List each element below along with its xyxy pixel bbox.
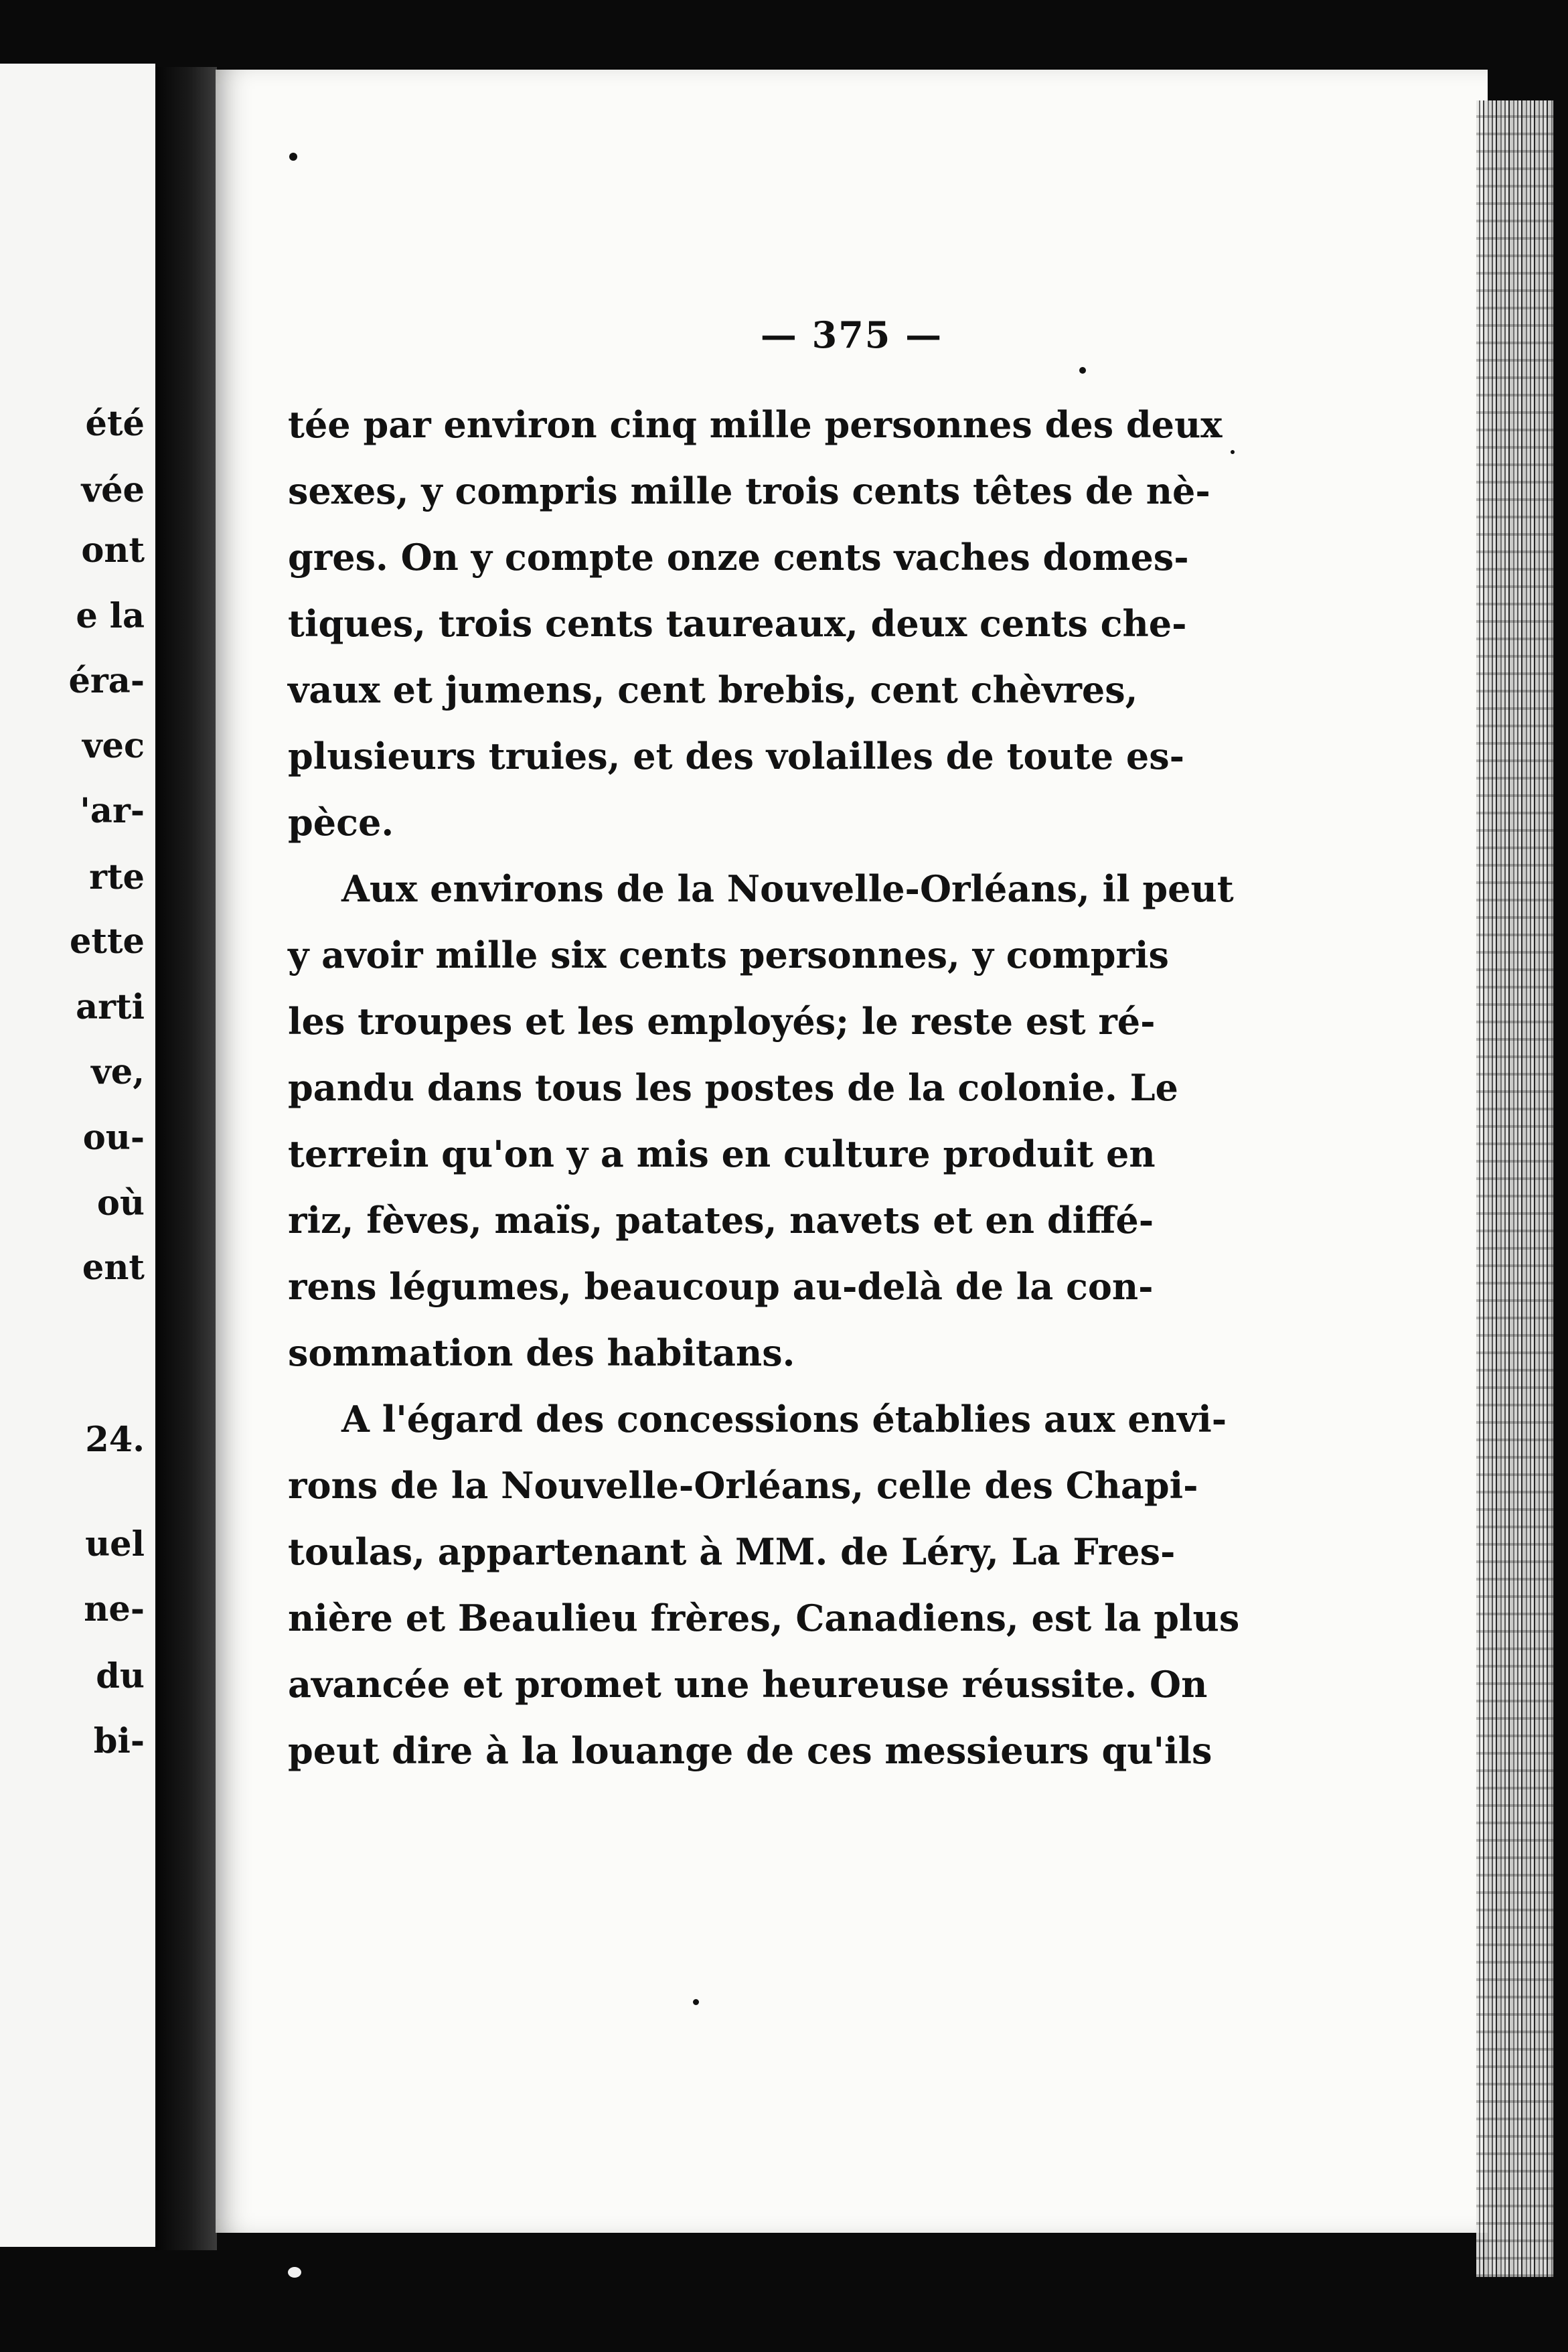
facing-page-line: du xyxy=(96,1656,145,1696)
page-number: — 375 — xyxy=(760,313,943,356)
print-speck xyxy=(1079,367,1086,374)
text-line: vaux et jumens, cent brebis, cent chèvres, xyxy=(288,668,1138,711)
facing-page-line: ette xyxy=(69,922,145,962)
facing-page-line: ne- xyxy=(84,1589,145,1629)
print-speck xyxy=(693,1999,699,2005)
print-speck xyxy=(1231,450,1235,454)
print-speck xyxy=(289,153,297,161)
text-line: avancée et promet une heureuse réussite. On xyxy=(288,1663,1208,1706)
facing-page-line: 24. xyxy=(85,1420,145,1460)
text-line: toulas, appartenant à MM. de Léry, La Fres- xyxy=(288,1530,1176,1573)
book-gutter xyxy=(155,67,217,2250)
facing-page-line: arti xyxy=(76,987,145,1027)
paragraph xyxy=(288,1386,1240,1784)
text-line: terrein qu'on y a mis en culture produit en xyxy=(288,1132,1156,1175)
text-line: y avoir mille six cents personnes, y compris xyxy=(288,934,1169,976)
facing-page-line: 'ar- xyxy=(80,791,145,831)
facing-page-line: e la xyxy=(76,596,145,636)
page-body xyxy=(288,392,1240,1784)
facing-page-line: ent xyxy=(82,1248,145,1288)
text-line: riz, fèves, maïs, patates, navets et en diffé- xyxy=(288,1199,1154,1242)
print-speck xyxy=(288,2267,301,2278)
facing-page-line: ou- xyxy=(82,1118,145,1158)
text-line: rons de la Nouvelle-Orléans, celle des Chapi- xyxy=(288,1464,1198,1507)
text-line: pèce. xyxy=(288,801,394,844)
page-edges xyxy=(1476,100,1553,2277)
facing-page-line: rte xyxy=(89,857,145,897)
facing-page-line: vée xyxy=(81,470,145,510)
facing-page-line: bi- xyxy=(93,1721,145,1761)
facing-page-line: été xyxy=(85,404,145,444)
facing-page-line: où xyxy=(96,1183,145,1224)
text-line: pandu dans tous les postes de la colonie. Le xyxy=(288,1066,1178,1109)
text-line: tiques, trois cents taureaux, deux cents che- xyxy=(288,602,1187,645)
paragraph xyxy=(288,856,1234,1386)
text-line: nière et Beaulieu frères, Canadiens, est la plus xyxy=(288,1597,1240,1639)
text-line: rens légumes, beaucoup au-delà de la con- xyxy=(288,1265,1154,1308)
facing-page-line: ve, xyxy=(91,1052,145,1092)
text-line: A l'égard des concessions établies aux envi- xyxy=(341,1398,1227,1441)
paragraph xyxy=(288,392,1223,856)
text-line: Aux environs de la Nouvelle-Orléans, il peut xyxy=(341,867,1234,910)
text-line: sommation des habitans. xyxy=(288,1331,795,1374)
facing-page-line: éra- xyxy=(68,661,145,701)
text-line: tée par environ cinq mille personnes des deux xyxy=(288,403,1223,446)
text-line: peut dire à la louange de ces messieurs qu'ils xyxy=(288,1729,1212,1772)
facing-page-line: ont xyxy=(81,530,145,571)
facing-page-line: vec xyxy=(82,726,145,766)
facing-page xyxy=(0,64,155,2247)
text-line: sexes, y compris mille trois cents têtes de nè- xyxy=(288,469,1210,512)
text-line: gres. On y compte onze cents vaches domes- xyxy=(288,536,1189,579)
text-line: plusieurs truies, et des volailles de toute es- xyxy=(288,735,1185,778)
text-line: les troupes et les employés; le reste est ré- xyxy=(288,1000,1156,1043)
facing-page-line: uel xyxy=(85,1524,145,1564)
